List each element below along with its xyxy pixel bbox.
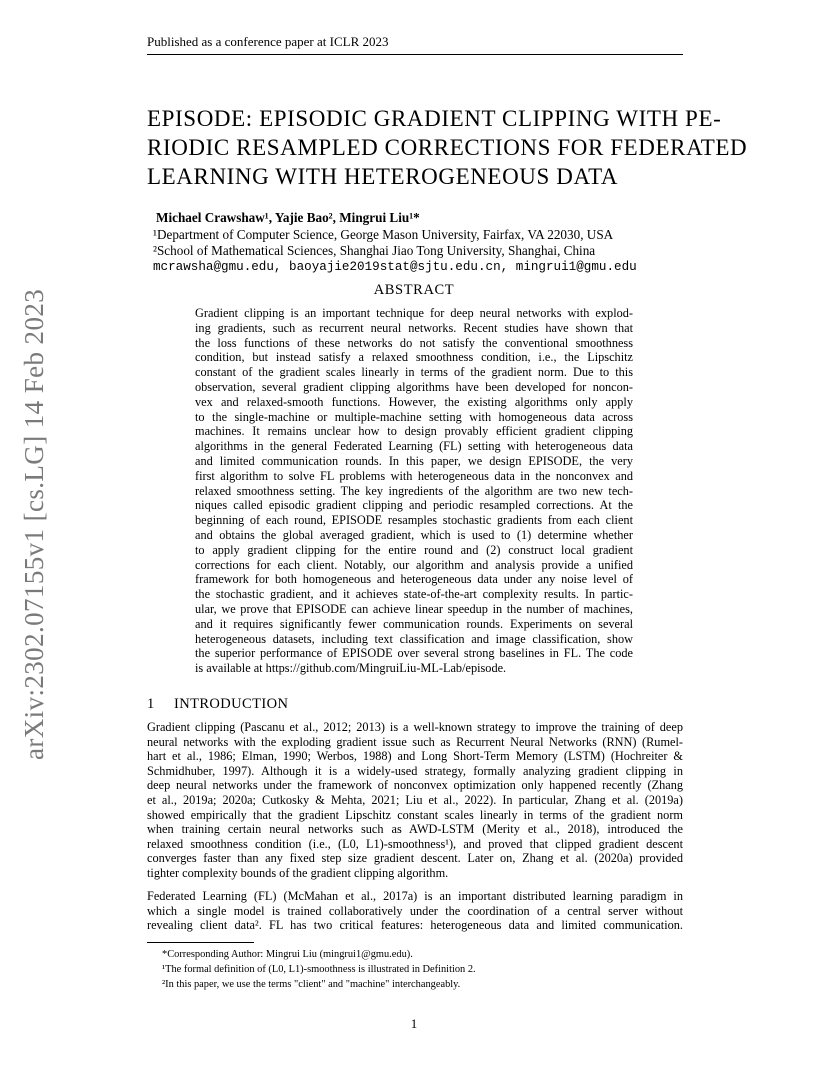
title-line-3: LEARNING WITH HETEROGENEOUS DATA [147, 164, 619, 189]
section-number: 1 [147, 696, 155, 712]
affiliation-2: ²School of Mathematical Sciences, Shanghai Jiao Tong University, Shanghai, China [153, 243, 596, 258]
footnote-2: ²In this paper, we use the terms "client" and "machine" interchangeably. [162, 979, 461, 990]
abstract-line: to the single-machine or multiple-machine setting with homogeneous data across [195, 409, 633, 424]
affiliation-1: ¹Department of Computer Science, George Mason University, Fairfax, VA 22030, USA [153, 227, 614, 242]
section-heading-introduction [147, 696, 288, 713]
abstract-line: corrections for each client. Notably, our algorithm and analysis provide a unified [195, 557, 633, 572]
paragraph-line: Gradient clipping (Pascanu et al., 2012; 2013) is a well-known strategy to improve the training of deep [147, 720, 683, 734]
abstract-line: relaxed smoothness setting. The key ingredients of the algorithm are two new tech- [195, 483, 633, 498]
paragraph-line: tighter complexity bounds of the gradient clipping algorithm. [147, 865, 449, 880]
abstract-line: to apply gradient clipping for the entire round and (2) construct local gradient [195, 542, 633, 557]
abstract-line: observation, several gradient clipping algorithms have been developed for noncon- [195, 379, 633, 394]
footnote-rule [147, 942, 254, 943]
paragraph-line: neural networks with the exploding gradient issue such as Recurrent Neural Networks (RNN) (Rumel- [147, 734, 683, 749]
abstract-line: machines. It remains unclear how to design provably efficient gradient clipping [195, 424, 633, 439]
footnote-corresponding: *Corresponding Author: Mingrui Liu (mingrui1@gmu.edu). [162, 949, 413, 960]
abstract-line: Gradient clipping is an important technique for deep neural networks with explod- [195, 306, 633, 320]
paper-title [147, 104, 748, 191]
abstract-line: and obtains the global averaged gradient, which is used to (1) determine whether [195, 527, 633, 542]
abstract-line: the loss functions of these networks do not satisfy the conventional smoothness [195, 335, 633, 350]
page-number: 1 [410, 1016, 418, 1031]
paragraph-line: showed empirically that the gradient Lipschitz constant scales linearly in terms of the gradient norm [147, 807, 683, 822]
abstract-line: the stochastic gradient, and it achieves state-of-the-art complexity results. In partic- [195, 587, 633, 602]
intro-paragraph-2 [147, 889, 683, 933]
title-line-2: RIODIC RESAMPLED CORRECTIONS FOR FEDERATED [147, 135, 748, 160]
paragraph-line: which a single model is trained collaboratively under the coordination of a central server without [147, 903, 683, 918]
paragraph-line: Federated Learning (FL) (McMahan et al., 2017a) is an important distributed learning paradigm in [147, 889, 683, 903]
abstract-body [195, 306, 633, 676]
paragraph-line: converges faster than any fixed step size gradient descent. Later on, Zhang et al. (2020a) provided [147, 851, 683, 866]
abstract-line: algorithms in the general Federated Learning (FL) setting with heterogeneous data [195, 439, 633, 454]
abstract-code-link-line[interactable]: is available at https://github.com/MingruiLiu-ML-Lab/episode. [195, 661, 507, 676]
title-line-1: EPISODE: EPISODIC GRADIENT CLIPPING WITH PE- [147, 106, 722, 131]
arxiv-stamp: arXiv:2302.07155v1 [cs.LG] 14 Feb 2023 [19, 288, 49, 760]
abstract-line: heterogeneous datasets, including text classification and image classification, show [195, 631, 633, 646]
abstract-line: the superior performance of EPISODE over several strong baselines in FL. The code [195, 646, 633, 661]
author-list: Michael Crawshaw¹, Yajie Bao², Mingrui Liu¹* [156, 210, 420, 225]
abstract-line: niques called episodic gradient clipping and periodic resampled corrections. At the [195, 498, 633, 513]
abstract-line: constant of the gradient scales linearly in terms of the gradient norm. Due to this [195, 365, 633, 380]
abstract-line: and limited communication rounds. In this paper, we design EPISODE, the very [195, 453, 633, 468]
intro-paragraph-1 [147, 720, 683, 881]
paragraph-line: Schmidhuber, 1997). Although it is a widely-used strategy, formally analyzing gradient clipping in [147, 763, 683, 778]
paragraph-line: relaxed smoothness condition (i.e., (L0, L1)-smoothness¹), and proved that clipped gradient descent [147, 836, 683, 851]
abstract-heading: ABSTRACT [373, 282, 455, 298]
abstract-line: framework for both homogeneous and heterogeneous data under any noise level of [195, 572, 633, 587]
paragraph-line: deep neural networks under the framework of nonconvex optimization only happened recently (Zhang [147, 778, 683, 793]
abstract-line: vex and relaxed-smooth functions. However, the existing algorithms only apply [195, 394, 633, 409]
section-title: INTRODUCTION [174, 696, 289, 712]
paragraph-line: hart et al., 1986; Elman, 1990; Werbos, 1988) and Long Short-Term Memory (LSTM) (Hochreiter & [147, 749, 683, 764]
paragraph-line: revealing client data². FL has two critical features: heterogeneous data and limited communication. [147, 918, 683, 933]
paragraph-line: when training certain neural networks such as AWD-LSTM (Merity et al., 2018), introduced the [147, 822, 683, 837]
abstract-line: and it requires significantly fewer communication rounds. Experiments on several [195, 616, 633, 631]
paragraph-line: et al., 2019a; 2020a; Cutkosky & Mehta, 2021; Liu et al., 2022). In particular, Zhang et al. (2019a) [147, 792, 683, 807]
footnote-1: ¹The formal definition of (L0, L1)-smoothness is illustrated in Definition 2. [162, 964, 476, 975]
running-head: Published as a conference paper at ICLR 2023 [147, 34, 683, 55]
abstract-line: first algorithm to solve FL problems with heterogeneous data in the nonconvex and [195, 468, 633, 483]
abstract-line: beginning of each round, EPISODE resamples stochastic gradients from each client [195, 513, 633, 528]
abstract-line: condition, but instead satisfy a relaxed smoothness condition, i.e., the Lipschitz [195, 350, 633, 365]
abstract-line: ing gradients, such as recurrent neural networks. Recent studies have shown that [195, 320, 633, 335]
author-emails: mcrawsha@gmu.edu, baoyajie2019stat@sjtu.edu.cn, mingrui1@gmu.edu [153, 260, 637, 274]
abstract-line: ular, we prove that EPISODE can achieve linear speedup in the number of machines, [195, 601, 633, 616]
